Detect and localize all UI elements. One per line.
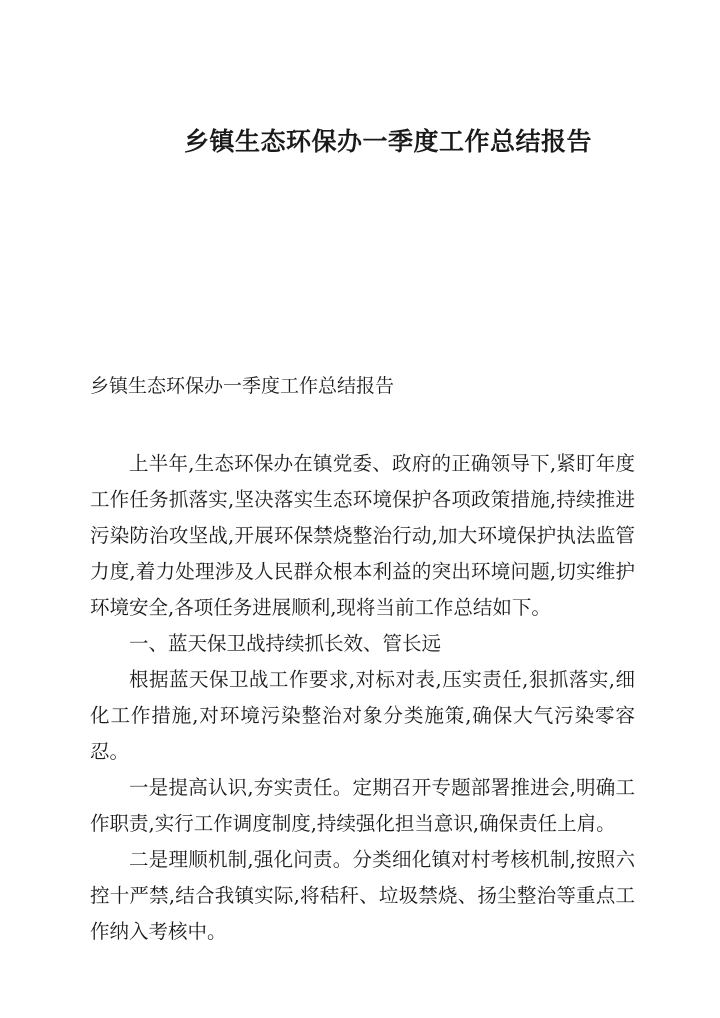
section-heading-1: 一、蓝天保卫战持续抓长效、管长远 <box>129 632 442 655</box>
document-body <box>90 446 635 950</box>
paragraph-point-1: 一是提高认识,夯实责任。定期召开专题部署推进会,明确工作职责,实行工作调度制度,持续强化担当意识,确保责任上肩。 <box>90 776 635 835</box>
paragraph-intro: 上半年,生态环保办在镇党委、政府的正确领导下,紧盯年度工作任务抓落实,坚决落实生态环境保护各项政策措施,持续推进污染防治攻坚战,开展环保禁烧整治行动,加大环境保护执法监管力度,着力处理涉及人民群众根本利益的突出环境问题,切实维护环境安全,各项任务进展顺利,现将当前工作总结如下。 <box>90 452 635 619</box>
document-subtitle: 乡镇生态环保办一季度工作总结报告 <box>90 375 395 397</box>
paragraph-section-1: 根据蓝天保卫战工作要求,对标对表,压实责任,狠抓落实,细化工作措施,对环境污染整治对象分类施策,确保大气污染零容忍。 <box>90 668 635 763</box>
document-title: 乡镇生态环保办一季度工作总结报告 <box>183 127 592 156</box>
paragraph-point-2: 二是理顺机制,强化问责。分类细化镇对村考核机制,按照六控十严禁,结合我镇实际,将秸秆、垃圾禁烧、扬尘整治等重点工作纳入考核中。 <box>90 848 635 943</box>
